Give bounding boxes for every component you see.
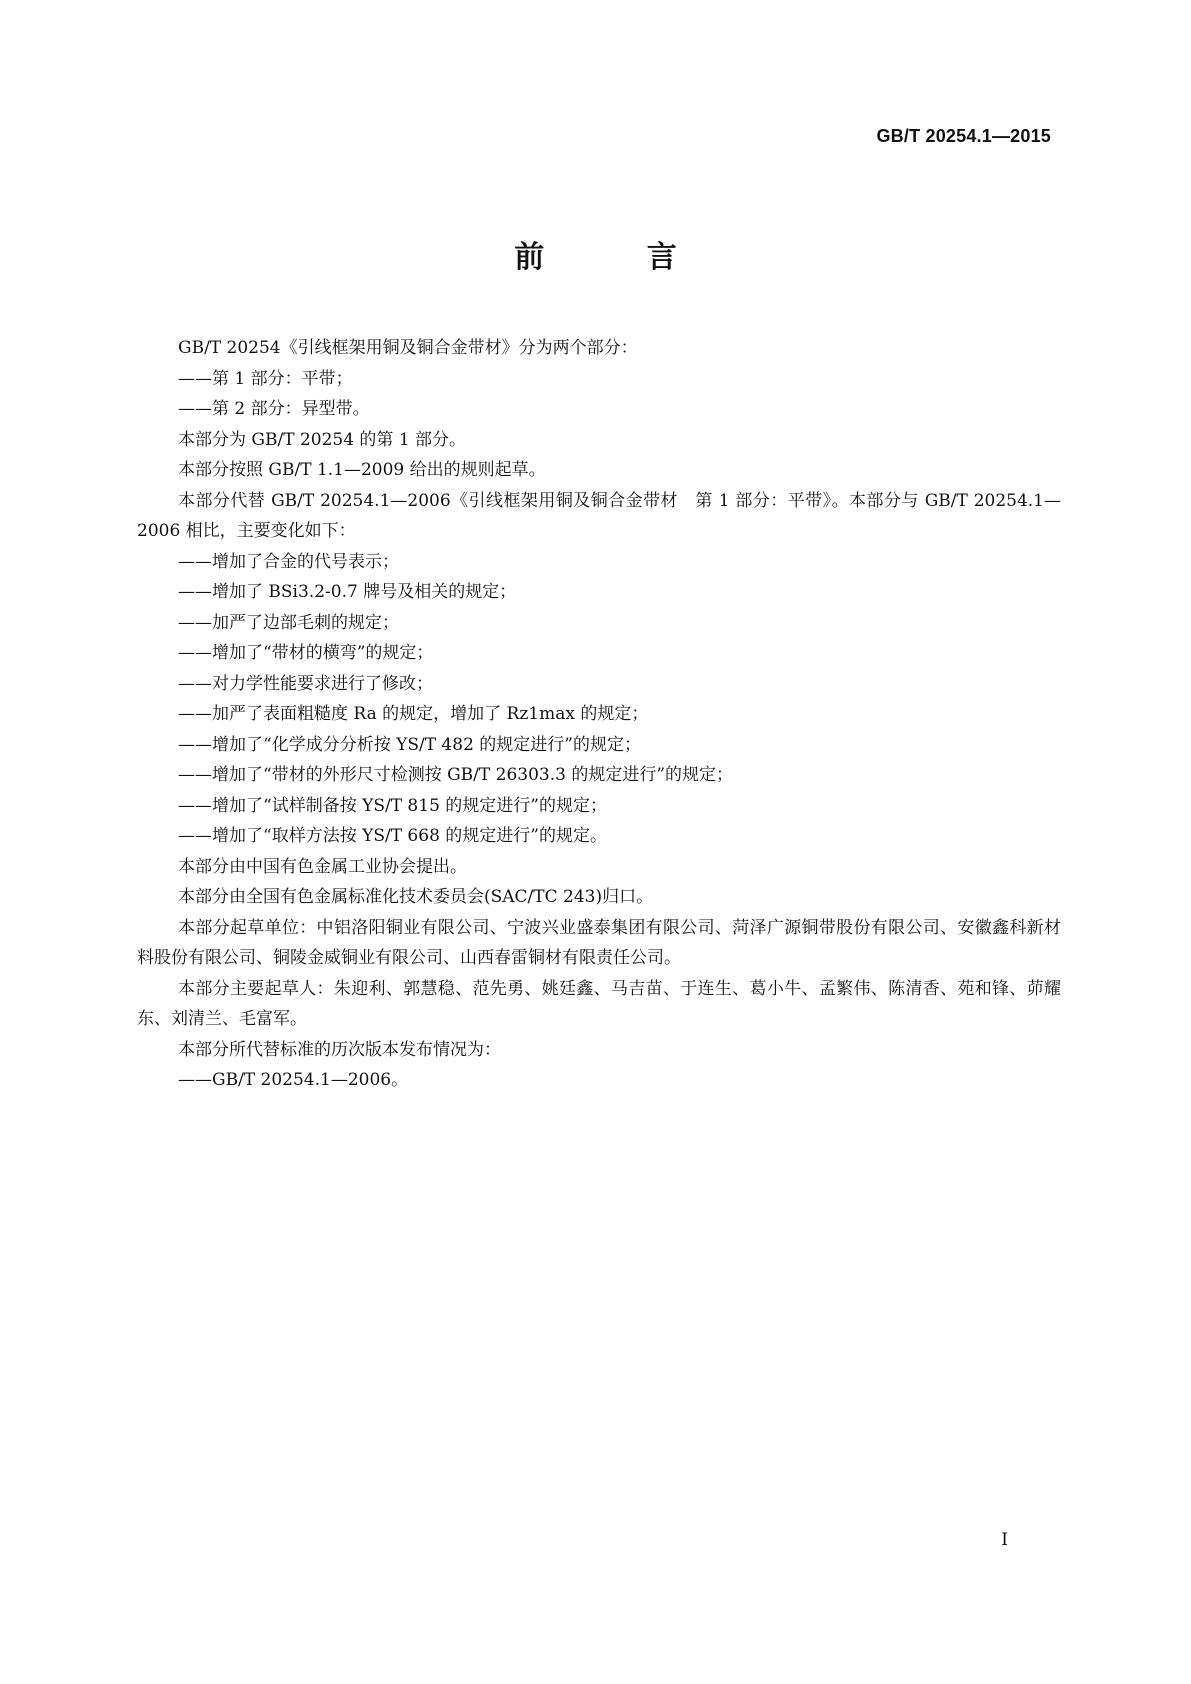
list-item: ——增加了“带材的横弯”的规定； [178, 643, 434, 663]
list-item: ——增加了“试样制备按 YS/T 815 的规定进行”的规定； [178, 795, 607, 816]
list-item: ——第 1 部分：平带； [178, 368, 353, 389]
paragraph: 本部分由全国有色金属标准化技术委员会(SAC/TC 243)归口。 [178, 887, 654, 907]
list-item: ——加严了边部毛刺的规定； [178, 612, 399, 633]
list-item: ——加严了表面粗糙度 Ra 的规定，增加了 Rz1max 的规定； [178, 704, 649, 724]
paragraph: 本部分主要起草人：朱迎利、郭慧稳、范先勇、姚廷鑫、马吉苗、于连生、葛小牛、孟繁伟、陈清香、苑和锋、茆耀东、刘清兰、毛富军。 [137, 978, 1061, 1029]
page-number: I [1001, 1530, 1008, 1550]
list-item: ——增加了“带材的外形尺寸检测按 GB/T 26303.3 的规定进行”的规定； [178, 765, 734, 785]
list-item: ——第 2 部分：异型带。 [178, 399, 370, 419]
list-item: ——增加了“取样方法按 YS/T 668 的规定进行”的规定。 [178, 826, 607, 846]
paragraph: 本部分起草单位：中铝洛阳铜业有限公司、宁波兴业盛泰集团有限公司、菏泽广源铜带股份有限公司、安徽鑫科新材料股份有限公司、铜陵金威铜业有限公司、山西春雷铜材有限责任公司。 [137, 917, 1061, 968]
paragraph: 本部分代替 GB/T 20254.1—2006《引线框架用铜及铜合金带材 第 1 部分：平带》。本部分与 GB/T 20254.1—2006 相比，主要变化如下： [137, 490, 1061, 541]
list-item: ——增加了 BSi3.2-0.7 牌号及相关的规定； [178, 582, 517, 602]
paragraph: 本部分按照 GB/T 1.1—2009 给出的规则起草。 [178, 460, 546, 480]
page-title: 前 言 [514, 240, 723, 275]
list-item: ——对力学性能要求进行了修改； [178, 673, 433, 694]
foreword-body [137, 333, 1061, 1096]
list-item: ——GB/T 20254.1—2006。 [178, 1070, 409, 1090]
standard-code: GB/T 20254.1—2015 [876, 126, 1051, 146]
list-item: ——增加了“化学成分分析按 YS/T 482 的规定进行”的规定； [178, 734, 641, 755]
paragraph: 本部分所代替标准的历次版本发布情况为： [178, 1039, 501, 1060]
paragraph: GB/T 20254《引线框架用铜及铜合金带材》分为两个部分： [178, 338, 638, 358]
list-item: ——增加了合金的代号表示； [178, 551, 399, 572]
paragraph: 本部分为 GB/T 20254 的第 1 部分。 [178, 429, 467, 450]
paragraph: 本部分由中国有色金属工业协会提出。 [178, 856, 467, 877]
